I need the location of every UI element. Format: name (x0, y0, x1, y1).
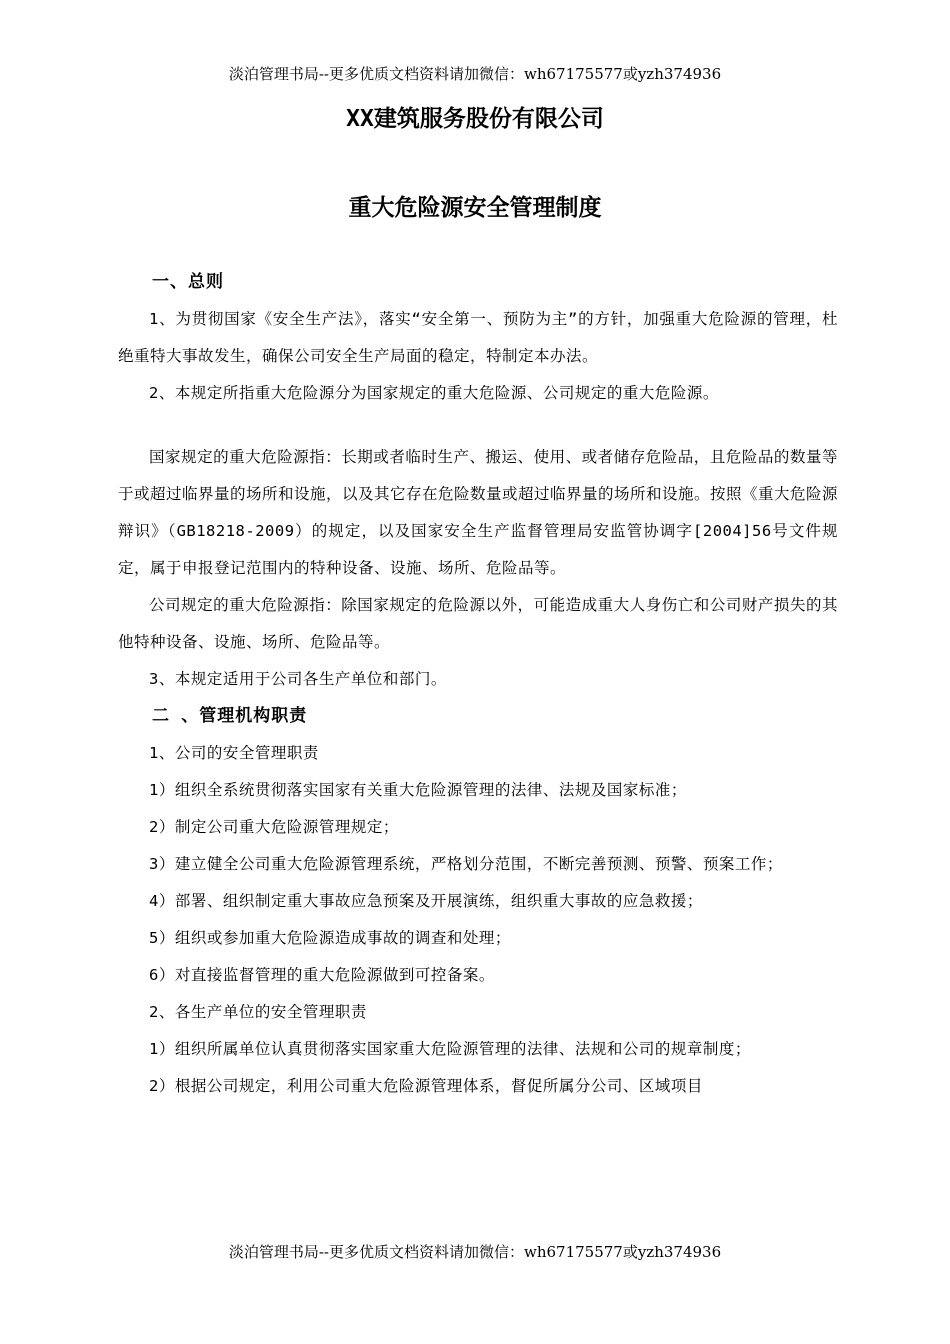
paragraph: 1、为贯彻国家《安全生产法》，落实“安全第一、预防为主”的方针，加强重大危险源的管理，杜绝重特大事故发生，确保公司安全生产局面的稳定，特制定本办法。 (118, 310, 838, 365)
paragraph: 国家规定的重大危险源指：长期或者临时生产、搬运、使用、或者储存危险品，且危险品的数量等于或超过临界量的场所和设施，以及其它存在危险数量或超过临界量的场所和设施。按照《重大危险源辩识》（GB18218-2009）的规定，以及国家安全生产监督管理局安监管协调字[2004]56号文件规定，属于申报登记范围内的特种设备、设施、场所、危险品等。 (118, 448, 839, 577)
paragraph: 4）部署、组织制定重大事故应急预案及开展演练，组织重大事故的应急救援； (149, 892, 703, 910)
company-name: XX建筑服务股份有限公司 (346, 106, 604, 132)
paragraph: 1）组织全系统贯彻落实国家有关重大危险源管理的法律、法规及国家标准； (149, 781, 687, 799)
section-heading-duties: 二 、管理机构职责 (152, 706, 308, 726)
paragraph: 3）建立健全公司重大危险源管理系统，严格划分范围，不断完善预测、预警、预案工作； (149, 855, 783, 873)
paragraph: 公司规定的重大危险源指：除国家规定的危险源以外，可能造成重大人身伤亡和公司财产损失的其他特种设备、设施、场所、危险品等。 (118, 596, 838, 651)
document-body (118, 264, 838, 1105)
paragraph: 3、本规定适用于公司各生产单位和部门。 (149, 670, 447, 688)
paragraph: 2）根据公司规定，利用公司重大危险源管理体系，督促所属分公司、区域项目 (149, 1077, 703, 1095)
paragraph: 6）对直接监督管理的重大危险源做到可控备案。 (149, 966, 495, 984)
paragraph: 2、本规定所指重大危险源分为国家规定的重大危险源、公司规定的重大危险源。 (149, 384, 719, 402)
paragraph: 1）组织所属单位认真贯彻落实国家重大危险源管理的法律、法规和公司的规章制度； (149, 1040, 751, 1058)
paragraph: 5）组织或参加重大危险源造成事故的调查和处理； (149, 929, 511, 947)
page-footer: 淡泊管理书局--更多优质文档资料请加微信：wh67175577或yzh374936 (228, 1243, 722, 1261)
page-header: 淡泊管理书局--更多优质文档资料请加微信：wh67175577或yzh374936 (228, 65, 722, 83)
document-title: 重大危险源安全管理制度 (348, 195, 602, 221)
paragraph: 2）制定公司重大危险源管理规定； (149, 818, 399, 836)
paragraph: 2、各生产单位的安全管理职责 (149, 1003, 367, 1021)
section-heading-general: 一、总则 (152, 272, 224, 292)
paragraph: 1、公司的安全管理职责 (149, 744, 319, 762)
